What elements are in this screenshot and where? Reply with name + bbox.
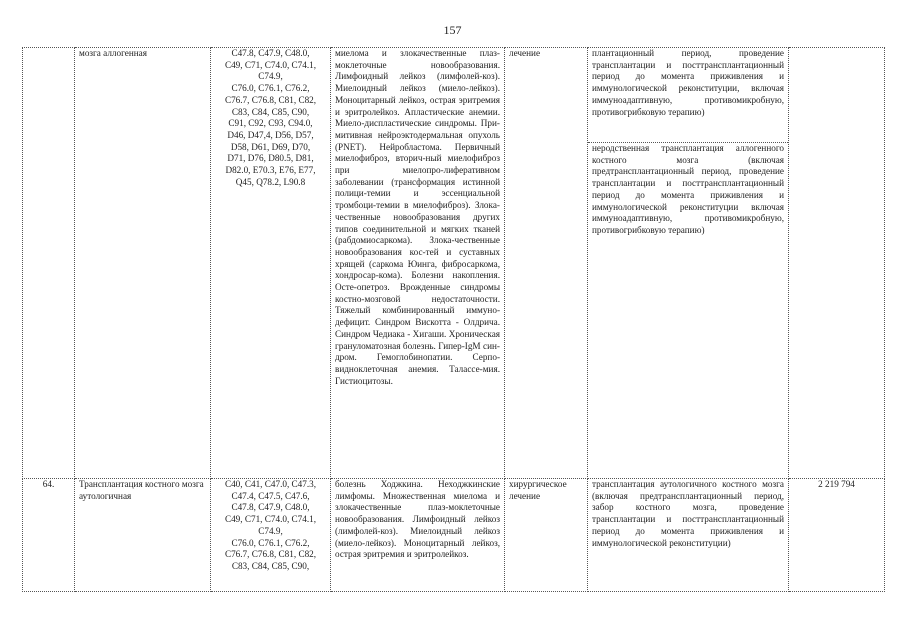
page-number: 157 [443,23,462,37]
treatment-type: хирургическое лечение [505,479,588,592]
price: 2 219 794 [789,479,885,592]
icd-code-line: C47.4, C47.5, C47.6, [231,490,310,501]
icd-code-line: D58, D61, D69, D70, [230,141,311,152]
icd-code-line: D82.0, E70.3, E76, E77, [225,165,316,176]
treatment-methods [588,479,789,592]
price [789,48,885,479]
icd-code-line: C74.9, [258,525,283,536]
icd-code-line: C40, C41, C47.0, C47.3, [224,479,317,489]
icd-code-line: C74.9, [258,71,283,82]
table-row [23,479,885,592]
icd-code-line: C76.7, C76.8, C81, C82, [224,549,317,560]
icd-code-line: C47.8, C47.9, C48.0, [231,502,310,513]
treatment-method: плантационный период, проведение трансплантации и посттрансплантационный период до момента приживления и иммунологической реконституции, включая иммуноадаптивную, противомикробную, противогрибковую терапию) [588,48,788,143]
icd-code-line: Q45, Q78.2, L90.8 [235,176,306,187]
row-number: 64. [23,479,75,592]
icd-code-line: C83, C84, C85, C90, [231,560,310,571]
services-table [22,47,885,592]
treatment-method: неродственная трансплантация аллогенного костного мозга (включая предтрансплантационный период, проведение трансплантации и посттрансплантационный период до момента приживления и иммунологической реконституции включая иммуноадаптивную, противомикробную, противогрибковую терапию) [592,143,784,235]
icd-code-line: D46, D47,4, D56, D57, [227,129,314,140]
icd-code-line: C49, C71, C74.0, C74.1, [224,514,317,525]
icd-code-line: C76.0, C76.1, C76.2, [231,537,310,548]
icd-code-line: C76.7, C76.8, C81, C82, [224,94,317,105]
service-name: мозга аллогенная [75,48,211,479]
treatment-method: трансплантация аутологичного костного мозга (включая предтрансплантационный период, забор костного мозга, проведение трансплантации и посттрансплантационный период до момента приживления и иммунологической реконституции) [592,479,784,548]
icd-code-line: C91, C92, C93, C94.0, [228,118,313,129]
table-row [23,48,885,479]
icd-codes [211,48,331,479]
row-number [23,48,75,479]
icd-code-line: C47.8, C47.9, C48.0, [231,48,310,58]
treatment-type: лечение [505,48,588,479]
diagnosis-text: болезнь Ходжкина. Неходжкинские лимфомы. Множественная миелома и злокачественные плаз-моклеточные новообразования. Лимфоидный лейкоз (лимфолей-коз). Миелоидный лейкоз (миело-лейкоз). Моноцитарный лейкоз, острая эритремия и эритролейкоз. [331,479,505,592]
icd-code-line: C76.0, C76.1, C76.2, [231,83,310,94]
treatment-methods [588,48,789,479]
icd-code-line: C83, C84, C85, C90, [231,106,310,117]
diagnosis-text: миелома и злокачественные плаз-моклеточные новообразования. Лимфоидный лейкоз (лимфолей-коз). Миелоидный лейкоз (миело-лейкоз). Моноцитарный лейкоз, острая эритремия и эритролейкоз. Апластические анемии. Миело-диспластические синдромы. При-митивная нейроэктодермальная опухоль (PNET). Нейробластома. Первичный миелофиброз, вторич-ный миелофиброз при миелопро-лиферативном заболевании (трансформация истинной полици-темии и эссенциальной тромбоци-темии в миелофиброз). Злока-чественные новообразования других типов соединительной и мягких тканей (рабдомиосаркома). Злока-чественные новообразования кос-тей и суставных хрящей (саркома Юинга, фибросаркома, хондросар-кома). Болезни накопления. Осте-опетроз. Врожденные синдромы костно-мозговой недостаточности. Тяжелый комбинированный иммуно-дефицит. Синдром Вискотта - Олдрича. Синдром Чедиака - Хигаши. Хроническая грануломатозная болезнь. Гипер-IgM син-дром. Гемоглобинопатии. Серпо-видноклеточная анемия. Талассе-мия. Гистиоцитозы. [331,48,505,479]
icd-codes [211,479,331,592]
icd-code-line: C49, C71, C74.0, C74.1, [224,59,317,70]
icd-code-line: D71, D76, D80.5, D81, [227,153,314,164]
service-name: Трансплантация костного мозга аутологичная [75,479,211,592]
